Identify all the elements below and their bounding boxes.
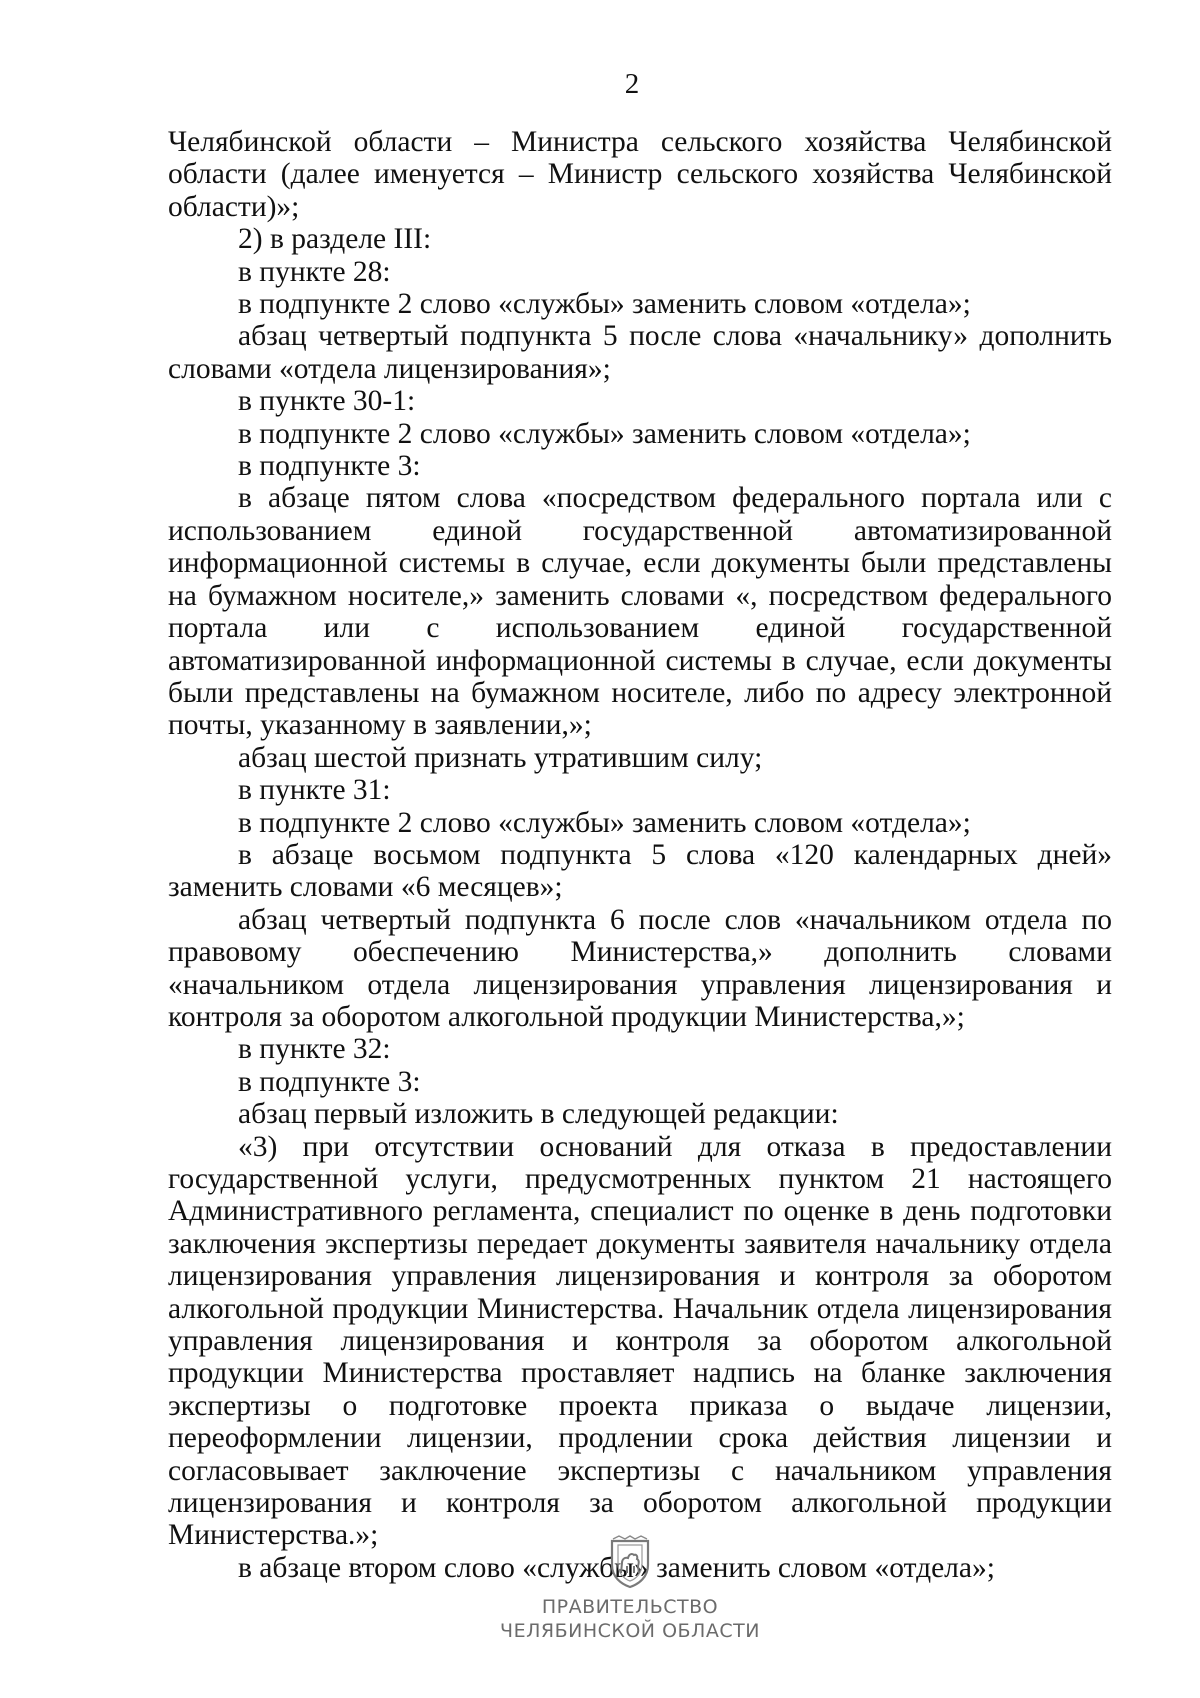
paragraph-3: в пункте 28: [238, 255, 391, 288]
paragraph-10: абзац шестой признать утратившим силу; [238, 741, 763, 774]
paragraph-1: Челябинской области – Министра сельского хозяйства Челябинской области (далее именуется – Министр сельского хозяйства Челябинской области)»; [168, 126, 1112, 223]
paragraph-18: «3) при отсутствии оснований для отказа в предоставлении государственной услуги, предусмотренных пунктом 21 настоящего Административного регламента, специалист по оценке в день подготовки заключения экспертизы передает документы заявителя начальнику отдела лицензирования управления лицензирования и контроля за оборотом алкогольной продукции Министерства. Начальник отдела лицензирования управления лицензирования и контроля за оборотом алкогольной продукции Министерства проставляет надпись на бланке заключения экспертизы о подготовке проекта приказа о выдаче лицензии, переоформлении лицензии, продлении срока действия лицензии и согласовывает заключение экспертизы с начальником управления лицензирования и контроля за оборотом алкогольной продукции Министерства.»; [168, 1130, 1112, 1552]
paragraph-7: в подпункте 2 слово «службы» заменить словом «отдела»; [238, 417, 971, 450]
paragraph-16: в подпункте 3: [238, 1065, 421, 1098]
chelyabinsk-coat-of-arms-icon [607, 1535, 653, 1589]
footer-line-1: ПРАВИТЕЛЬСТВО [541, 1596, 719, 1618]
footer-line-2: ЧЕЛЯБИНСКОЙ ОБЛАСТИ [500, 1620, 760, 1642]
paragraph-6: в пункте 30-1: [238, 385, 416, 418]
document-body [168, 126, 1112, 1584]
paragraph-2: 2) в разделе III: [238, 223, 432, 256]
page-number: 2 [624, 68, 640, 100]
paragraph-13: в абзаце восьмом подпункта 5 слова «120 календарных дней» заменить словами «6 месяцев»; [168, 838, 1112, 904]
paragraph-17: абзац первый изложить в следующей редакции: [238, 1098, 839, 1131]
paragraph-19: в абзаце втором слово «службы» заменить словом «отдела»; [238, 1551, 995, 1584]
paragraph-11: в пункте 31: [238, 774, 391, 807]
paragraph-9: в абзаце пятом слова «посредством федерального портала или с использованием единой государственной автоматизированной информационной системы в случае, если документы были представлены на бумажном носителе,» заменить словами «, посредством федерального портала или с использованием единой государственной автоматизированной информационной системы в случае, если документы были представлены на бумажном носителе, либо по адресу электронной почты, указанному в заявлении,»; [168, 482, 1112, 742]
paragraph-14: абзац четвертый подпункта 6 после слов «начальником отдела по правовому обеспечению Министерства,» дополнить словами «начальником отдела лицензирования управления лицензирования и контроля за оборотом алкогольной продукции Министерства,»; [168, 903, 1112, 1033]
government-footer-stamp [450, 1535, 810, 1643]
paragraph-12: в подпункте 2 слово «службы» заменить словом «отдела»; [238, 806, 971, 839]
paragraph-5: абзац четвертый подпункта 5 после слова «начальнику» дополнить словами «отдела лицензирования»; [168, 320, 1112, 385]
paragraph-4: в подпункте 2 слово «службы» заменить словом «отдела»; [238, 288, 971, 321]
paragraph-8: в подпункте 3: [238, 450, 421, 483]
paragraph-15: в пункте 32: [238, 1033, 391, 1066]
